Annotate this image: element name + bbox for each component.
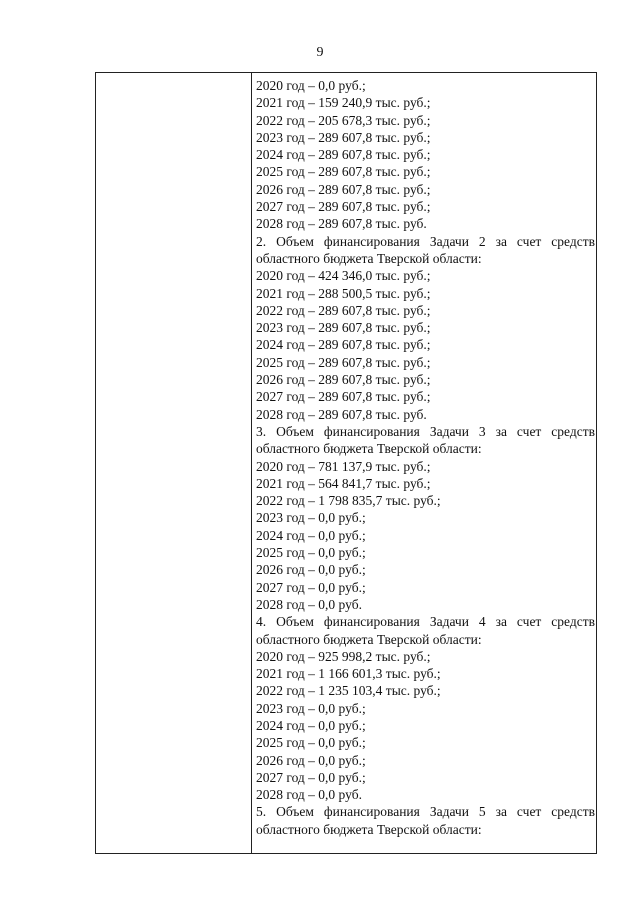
task-2-heading: 2. Объем финансирования Задачи 2 за счет средств [256,233,595,249]
year-line: 2024 год – 289 607,8 тыс. руб.; [256,147,431,163]
task-3-heading: 3. Объем финансирования Задачи 3 за счет средств [256,423,595,439]
year-line: 2027 год – 0,0 руб.; [256,579,366,595]
task-4-heading: 4. Объем финансирования Задачи 4 за счет средств [256,614,595,630]
year-line: 2025 год – 0,0 руб.; [256,735,366,751]
year-line: 2028 год – 289 607,8 тыс. руб. [256,406,427,422]
year-line: 2023 год – 0,0 руб.; [256,510,366,526]
year-line: 2028 год – 289 607,8 тыс. руб. [256,216,427,232]
financing-table [95,72,597,854]
table-left-cell [96,73,252,853]
year-line: 2020 год – 0,0 руб.; [256,78,366,93]
task-5-heading-end: областного бюджета Тверской области: [256,821,482,837]
year-line: 2022 год – 1 798 835,7 тыс. руб.; [256,493,441,509]
year-line: 2026 год – 0,0 руб.; [256,752,366,768]
year-line: 2024 год – 0,0 руб.; [256,717,366,733]
year-line: 2026 год – 0,0 руб.; [256,562,366,578]
page-number: 9 [316,45,324,60]
year-line: 2022 год – 1 235 103,4 тыс. руб.; [256,683,441,699]
year-line: 2025 год – 0,0 руб.; [256,545,366,561]
year-line: 2021 год – 1 166 601,3 тыс. руб.; [256,666,441,682]
year-line: 2027 год – 0,0 руб.; [256,769,366,785]
year-line: 2021 год – 159 240,9 тыс. руб.; [256,95,431,111]
year-line: 2023 год – 289 607,8 тыс. руб.; [256,320,431,336]
task-5-heading: 5. Объем финансирования Задачи 5 за счет средств [256,804,595,820]
year-line: 2024 год – 0,0 руб.; [256,527,366,543]
year-line: 2020 год – 424 346,0 тыс. руб.; [256,268,431,284]
task-2-heading-end: областного бюджета Тверской области: [256,250,482,266]
year-line: 2021 год – 288 500,5 тыс. руб.; [256,285,431,301]
year-line: 2026 год – 289 607,8 тыс. руб.; [256,181,431,197]
year-line: 2022 год – 289 607,8 тыс. руб.; [256,302,431,318]
year-line: 2021 год – 564 841,7 тыс. руб.; [256,475,431,491]
year-line: 2023 год – 0,0 руб.; [256,700,366,716]
year-line: 2024 год – 289 607,8 тыс. руб.; [256,337,431,353]
year-line: 2027 год – 289 607,8 тыс. руб.; [256,199,431,215]
table-right-cell [253,77,597,838]
year-line: 2026 год – 289 607,8 тыс. руб.; [256,372,431,388]
year-line: 2023 год – 289 607,8 тыс. руб.; [256,129,431,145]
year-line: 2022 год – 205 678,3 тыс. руб.; [256,112,431,128]
year-line: 2025 год – 289 607,8 тыс. руб.; [256,354,431,370]
task-3-heading-end: областного бюджета Тверской области: [256,441,482,457]
year-line: 2025 год – 289 607,8 тыс. руб.; [256,164,431,180]
year-line: 2020 год – 781 137,9 тыс. руб.; [256,458,431,474]
year-line: 2027 год – 289 607,8 тыс. руб.; [256,389,431,405]
year-line: 2028 год – 0,0 руб. [256,787,362,803]
year-line: 2028 год – 0,0 руб. [256,596,362,612]
task-4-heading-end: областного бюджета Тверской области: [256,631,482,647]
year-line: 2020 год – 925 998,2 тыс. руб.; [256,648,431,664]
